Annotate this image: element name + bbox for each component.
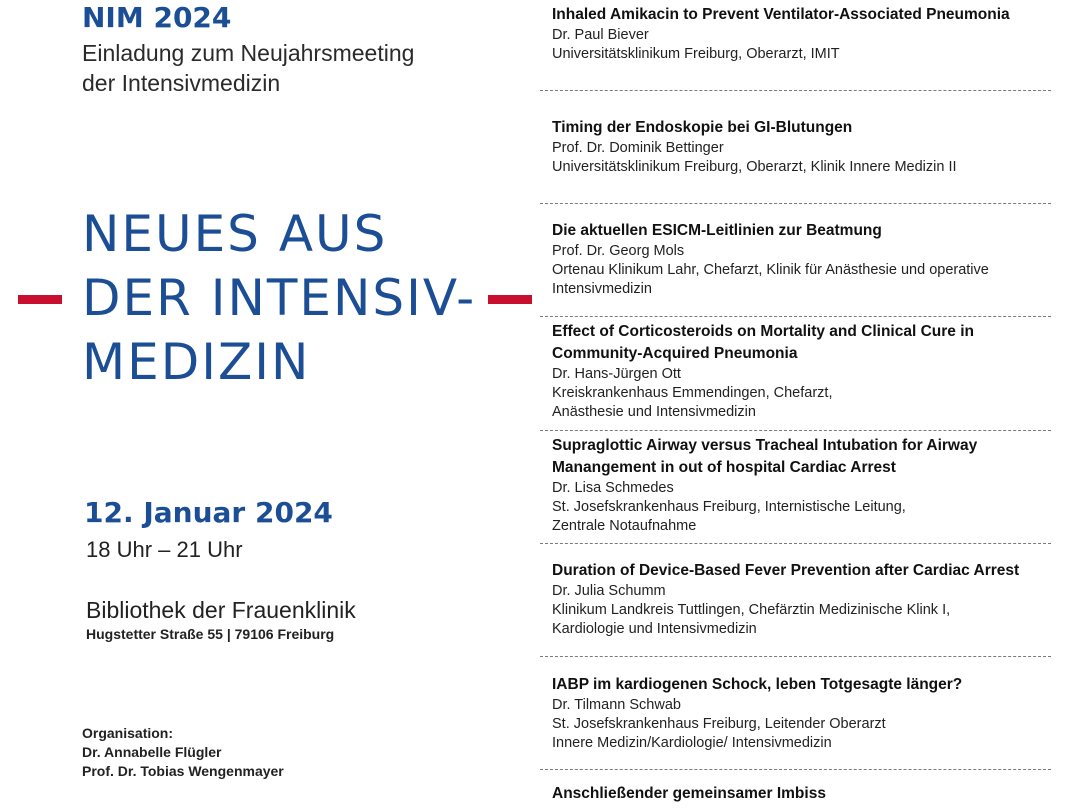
talk-title: Duration of Device-Based Fever Prevention after Cardiac Arrest	[552, 562, 1020, 579]
closing-note: Anschließender gemeinsamer Imbiss	[552, 785, 826, 802]
program-item	[540, 203, 1051, 317]
talk-title: Die aktuellen ESICM-Leitlinien zur Beatmung	[552, 222, 882, 239]
event-title: NIM 2024	[82, 1, 232, 34]
talk-affiliation: Ortenau Klinikum Lahr, Chefarzt, Klinik für Anästhesie und operative Intensivmedizin	[552, 262, 989, 297]
talk-affiliation: Universitätsklinikum Freiburg, Oberarzt, Klinik Innere Medizin II	[552, 159, 957, 175]
organizer-name: Prof. Dr. Tobias Wengenmayer	[82, 763, 284, 779]
program-item	[540, 90, 1051, 204]
talk-affiliation: Klinikum Landkreis Tuttlingen, Chefärztin Medizinische Klink I,	[552, 602, 951, 618]
talk-affiliation: St. Josefskrankenhaus Freiburg, Leitender Oberarzt	[552, 716, 886, 732]
event-time: 18 Uhr – 21 Uhr	[86, 537, 243, 562]
talk-title: IABP im kardiogenen Schock, leben Totgesagte länger?	[552, 676, 963, 693]
program-list	[540, 0, 1052, 808]
talk-title: Supraglottic Airway versus Tracheal Intubation for Airway Manangement in out of hospital Cardiac Arrest	[552, 437, 978, 476]
event-date: 12. Januar 2024	[84, 496, 333, 529]
talk-speaker: Prof. Dr. Georg Mols	[552, 243, 685, 259]
talk-affiliation: Anästhesie und Intensivmedizin	[552, 404, 756, 420]
organisation-label: Organisation:	[82, 725, 174, 741]
program-item	[540, 769, 1051, 808]
talk-speaker: Dr. Julia Schumm	[552, 583, 666, 599]
program-item	[540, 316, 1051, 431]
talk-speaker: Dr. Paul Biever	[552, 27, 649, 43]
organizer-name: Dr. Annabelle Flügler	[82, 744, 222, 760]
talk-title: Timing der Endoskopie bei GI-Blutungen	[552, 119, 853, 136]
program-item	[540, 0, 1051, 91]
program-item	[540, 656, 1051, 770]
event-venue: Bibliothek der Frauenklinik	[86, 597, 356, 623]
talk-affiliation: Kreiskrankenhaus Emmendingen, Chefarzt,	[552, 385, 833, 401]
program-item	[540, 430, 1051, 544]
program-item	[540, 543, 1051, 657]
talk-affiliation: Universitätsklinikum Freiburg, Oberarzt, IMIT	[552, 46, 840, 62]
headline-line: MEDIZIN	[82, 333, 311, 391]
organisation-block	[82, 724, 284, 781]
talk-affiliation: Kardiologie und Intensivmedizin	[552, 621, 757, 637]
headline-line: DER INTENSIV-	[82, 269, 477, 327]
event-address: Hugstetter Straße 55 | 79106 Freiburg	[86, 626, 335, 642]
talk-title: Inhaled Amikacin to Prevent Ventilator-Associated Pneumonia	[552, 6, 1010, 23]
invitation-text	[82, 38, 522, 98]
headline	[82, 202, 476, 394]
talk-speaker: Dr. Lisa Schmedes	[552, 480, 674, 496]
headline-line: NEUES AUS	[82, 205, 388, 263]
accent-dash-right	[488, 295, 532, 304]
invitation-line: der Intensivmedizin	[82, 70, 281, 96]
invitation-line: Einladung zum Neujahrsmeeting	[82, 40, 415, 66]
talk-affiliation: St. Josefskrankenhaus Freiburg, Internistische Leitung,	[552, 499, 906, 515]
talk-speaker: Prof. Dr. Dominik Bettinger	[552, 140, 724, 156]
talk-speaker: Dr. Tilmann Schwab	[552, 697, 681, 713]
talk-affiliation: Innere Medizin/Kardiologie/ Intensivmedizin	[552, 735, 832, 751]
talk-affiliation: Zentrale Notaufnahme	[552, 518, 697, 534]
talk-speaker: Dr. Hans-Jürgen Ott	[552, 366, 681, 382]
talk-title: Effect of Corticosteroids on Mortality and Clinical Cure in Community-Acquired Pneumonia	[552, 323, 974, 362]
accent-dash-left	[18, 295, 62, 304]
